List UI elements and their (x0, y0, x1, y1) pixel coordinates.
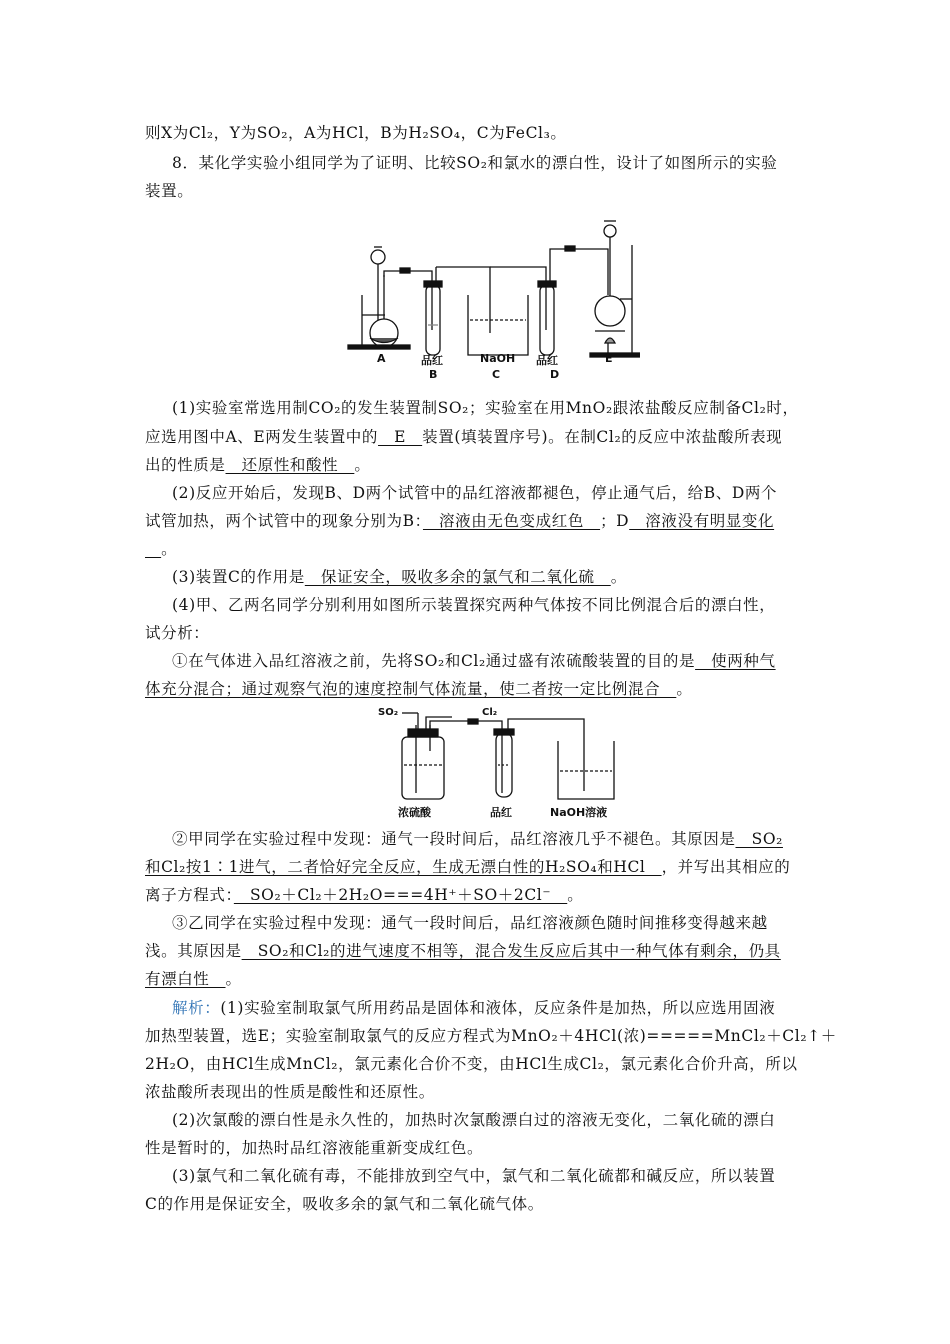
question-2-line (145, 539, 810, 559)
text-span: ②甲同学在实验过程中发现：通气一段时间后，品红溶液几乎不褪色。其原因是 (172, 830, 736, 848)
question-4-line (172, 651, 810, 671)
figure-label-pinhong-B: 品红 (421, 354, 443, 367)
answer-blank: 溶液没有明显变化 (629, 512, 775, 530)
question-4-line (145, 941, 810, 961)
question-4-line (145, 885, 810, 905)
explanation-line: 2H₂O，由HCl生成MnCl₂，氯元素化合价不变，由HCl生成Cl₂，氯元素化合价升高，所以 (145, 1055, 798, 1073)
text-span: ，并写出其相应的 (661, 858, 791, 876)
text-span: 离子方程式： (145, 886, 234, 904)
text-span: 。 (676, 680, 693, 698)
gas-label-Cl2: Cl₂ (482, 707, 498, 718)
text-span: ；D (600, 512, 630, 530)
text-line: 则X为Cl₂，Y为SO₂，A为HCl，B为H₂SO₄，C为FeCl₃。 (145, 124, 567, 142)
figure-label-E: E (605, 352, 613, 365)
answer-blank: 和Cl₂按1∶1进气，二者恰好完全反应，生成无漂白性的H₂SO₄和HCl (145, 858, 662, 876)
question-4-line (145, 857, 810, 877)
question-4-line: (4)甲、乙两名同学分别利用如图所示装置探究两种气体按不同比例混合后的漂白性， (172, 596, 776, 614)
question-4-line (145, 679, 810, 699)
text-span: 。 (225, 970, 242, 988)
explanation-line (172, 998, 810, 1018)
question-1-line: (1)实验室常选用制CO₂的发生装置制SO₂；实验室在用MnO₂跟浓盐酸反应制备Cl₂时， (172, 399, 799, 417)
answer-blank: 使两种气 (695, 652, 776, 670)
explanation-line: C的作用是保证安全，吸收多余的氯气和二氧化硫气体。 (145, 1195, 544, 1213)
answer-blank: 体充分混合；通过观察气泡的速度控制气体流量，使二者按一定比例混合 (145, 680, 677, 698)
figure-label-conc-sulfuric: 浓硫酸 (398, 806, 431, 819)
explanation-line: (2)次氯酸的漂白性是永久性的，加热时次氯酸漂白过的溶液无变化，二氧化硫的漂白 (172, 1111, 776, 1129)
figure-label-NaOH-solution: NaOH溶液 (550, 806, 608, 819)
figure-1-labels (340, 348, 640, 384)
answer-blank: 溶液由无色变成红色 (422, 512, 601, 530)
answer-blank: 保证安全，吸收多余的氯气和二氧化硫 (304, 568, 611, 586)
text-span: 。 (610, 568, 627, 586)
text-span: ①在气体进入品红溶液之前，先将SO₂和Cl₂通过盛有浓硫酸装置的目的是 (172, 652, 696, 670)
question-4-line: 试分析： (145, 624, 210, 642)
explanation-label: 解析： (172, 999, 221, 1017)
question-4-line (172, 829, 810, 849)
text-span: 应选用图中A、E两发生装置中的 (145, 428, 379, 446)
question-4-line: ③乙同学在实验过程中发现：通气一段时间后，品红溶液颜色随时间推移变得越来越 (172, 914, 768, 932)
text-span: 。 (161, 540, 178, 558)
text-span: (1)实验室制取氯气所用药品是固体和液体，反应条件是加热，所以应选用固液 (220, 999, 776, 1017)
figure-label-D: D (550, 368, 560, 381)
answer-blank (145, 540, 161, 558)
text-span: 。 (567, 886, 584, 904)
question-3-line (172, 567, 810, 587)
text-span: (3)装置C的作用是 (172, 568, 305, 586)
figure-label-B: B (429, 368, 438, 381)
answer-blank: SO₂和Cl₂的进气速度不相等，混合发生反应后其中一种气体有剩余，仍具 (241, 942, 781, 960)
figure-label-A: A (377, 352, 386, 365)
answer-blank: 有漂白性 (145, 970, 226, 988)
text-line: 装置。 (145, 182, 194, 200)
text-span: 浅。其原因是 (145, 942, 242, 960)
figure-label-pinhong-D: 品红 (536, 354, 558, 367)
answer-blank: SO₂＋Cl₂＋2H₂O===4H⁺＋SO＋2Cl⁻ (233, 886, 568, 904)
question-1-line (145, 455, 810, 475)
answer-blank: 还原性和酸性 (225, 456, 355, 474)
question-4-line (145, 969, 810, 989)
question-2-line: (2)反应开始后，发现B、D两个试管中的品红溶液都褪色，停止通气后，给B、D两个 (172, 484, 778, 502)
explanation-line: 加热型装置，选E；实验室制取氯气的反应方程式为MnO₂＋4HCl(浓)=====MnCl₂＋Cl₂↑＋ (145, 1027, 837, 1045)
figure-label-pinhong: 品红 (490, 806, 512, 819)
text-span: 出的性质是 (145, 456, 226, 474)
figure-2-labels (372, 703, 632, 823)
explanation-line: 浓盐酸所表现出的性质是酸性和还原性。 (145, 1083, 435, 1101)
answer-blank: SO₂ (735, 830, 783, 848)
question-8-stem: 8．某化学实验小组同学为了证明、比较SO₂和氯水的漂白性，设计了如图所示的实验 (172, 154, 778, 172)
figure-label-NaOH: NaOH (480, 352, 516, 365)
text-span: 试管加热，两个试管中的现象分别为B： (145, 512, 423, 530)
figure-label-C: C (492, 368, 501, 381)
explanation-line: (3)氯气和二氧化硫有毒，不能排放到空气中，氯气和二氧化硫都和碱反应，所以装置 (172, 1167, 776, 1185)
gas-label-SO2: SO₂ (378, 707, 399, 718)
explanation-line: 性是暂时的，加热时品红溶液能重新变成红色。 (145, 1139, 484, 1157)
question-2-line (145, 511, 810, 531)
text-span: 装置(填装置序号)。在制Cl₂的反应中浓盐酸所表现 (422, 428, 783, 446)
answer-blank: E (378, 428, 423, 446)
text-span: 。 (354, 456, 371, 474)
question-1-line (145, 427, 810, 447)
